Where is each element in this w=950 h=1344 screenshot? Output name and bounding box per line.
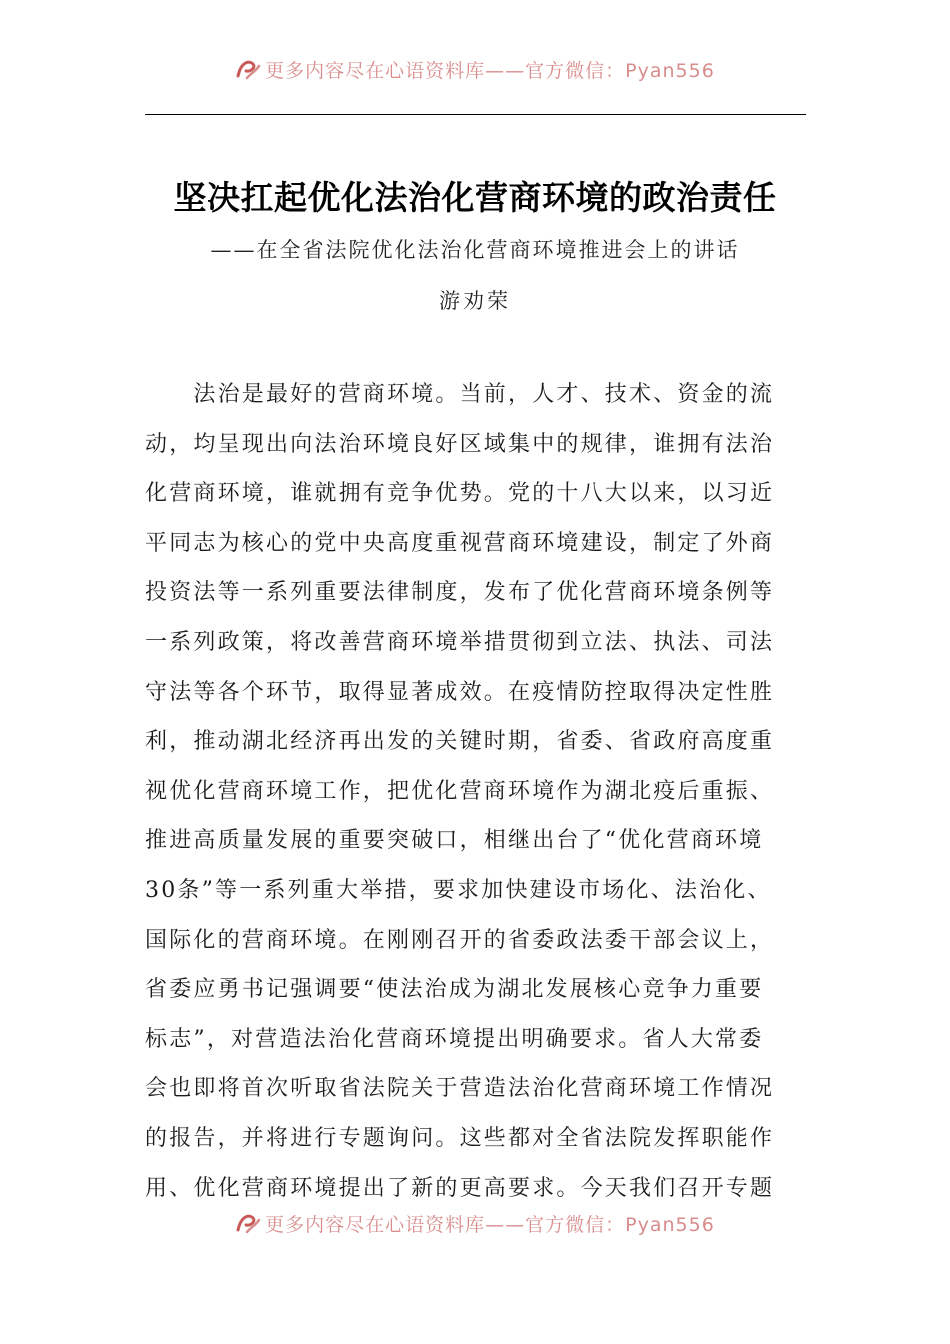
body-line: 省委应勇书记强调要“使法治成为湖北发展核心竞争力重要: [145, 977, 764, 1003]
watermark-text: 更多内容尽在心语资料库——官方微信：Pyan556: [265, 1214, 715, 1236]
body-line: 守法等各个环节，取得显著成效。在疫情防控取得决定性胜: [145, 679, 775, 705]
document-title: 坚决扛起优化法治化营商环境的政治责任: [173, 178, 777, 217]
body-line: 法治是最好的营商环境。当前，人才、技术、资金的流: [145, 382, 775, 407]
body-line: 视优化营商环境工作，把优化营商环境作为湖北疫后重振、: [145, 778, 775, 804]
body-line: 标志”，对营造法治化营商环境提出明确要求。省人大常委: [145, 1026, 764, 1052]
body-paragraph: [145, 370, 810, 1210]
body-line: 投资法等一系列重要法律制度，发布了优化营商环境条例等: [145, 580, 775, 606]
footer-watermark: [0, 1210, 950, 1239]
watermark-logo-icon: [235, 58, 261, 85]
body-line: 平同志为核心的党中央高度重视营商环境建设，制定了外商: [145, 530, 775, 556]
body-line: 化营商环境，谁就拥有竞争优势。党的十八大以来，以习近: [145, 481, 775, 507]
body-line: 动，均呈现出向法治环境良好区域集中的规律，谁拥有法治: [145, 431, 775, 457]
header-watermark: [0, 56, 950, 85]
body-line: 推进高质量发展的重要突破口，相继出台了“优化营商环境: [145, 828, 764, 854]
header-rule: [145, 114, 806, 115]
body-line: 一系列政策，将改善营商环境举措贯彻到立法、执法、司法: [145, 629, 775, 655]
document-subtitle: ——在全省法院优化法治化营商环境推进会上的讲话: [210, 238, 740, 262]
body-line: 利，推动湖北经济再出发的关键时期，省委、省政府高度重: [145, 729, 775, 755]
body-line: 国际化的营商环境。在刚刚召开的省委政法委干部会议上，: [145, 927, 775, 953]
document-author: 游劝荣: [439, 289, 511, 313]
body-line: 的报告，并将进行专题询问。这些都对全省法院发挥职能作: [145, 1125, 775, 1151]
body-line: 30条”等一系列重大举措，要求加快建设市场化、法治化、: [145, 877, 772, 903]
body-line: 会也即将首次听取省法院关于营造法治化营商环境工作情况: [145, 1076, 775, 1102]
watermark-logo-icon: [235, 1212, 261, 1239]
body-line: 用、优化营商环境提出了新的更高要求。今天我们召开专题: [145, 1175, 775, 1201]
watermark-text: 更多内容尽在心语资料库——官方微信：Pyan556: [265, 60, 715, 82]
